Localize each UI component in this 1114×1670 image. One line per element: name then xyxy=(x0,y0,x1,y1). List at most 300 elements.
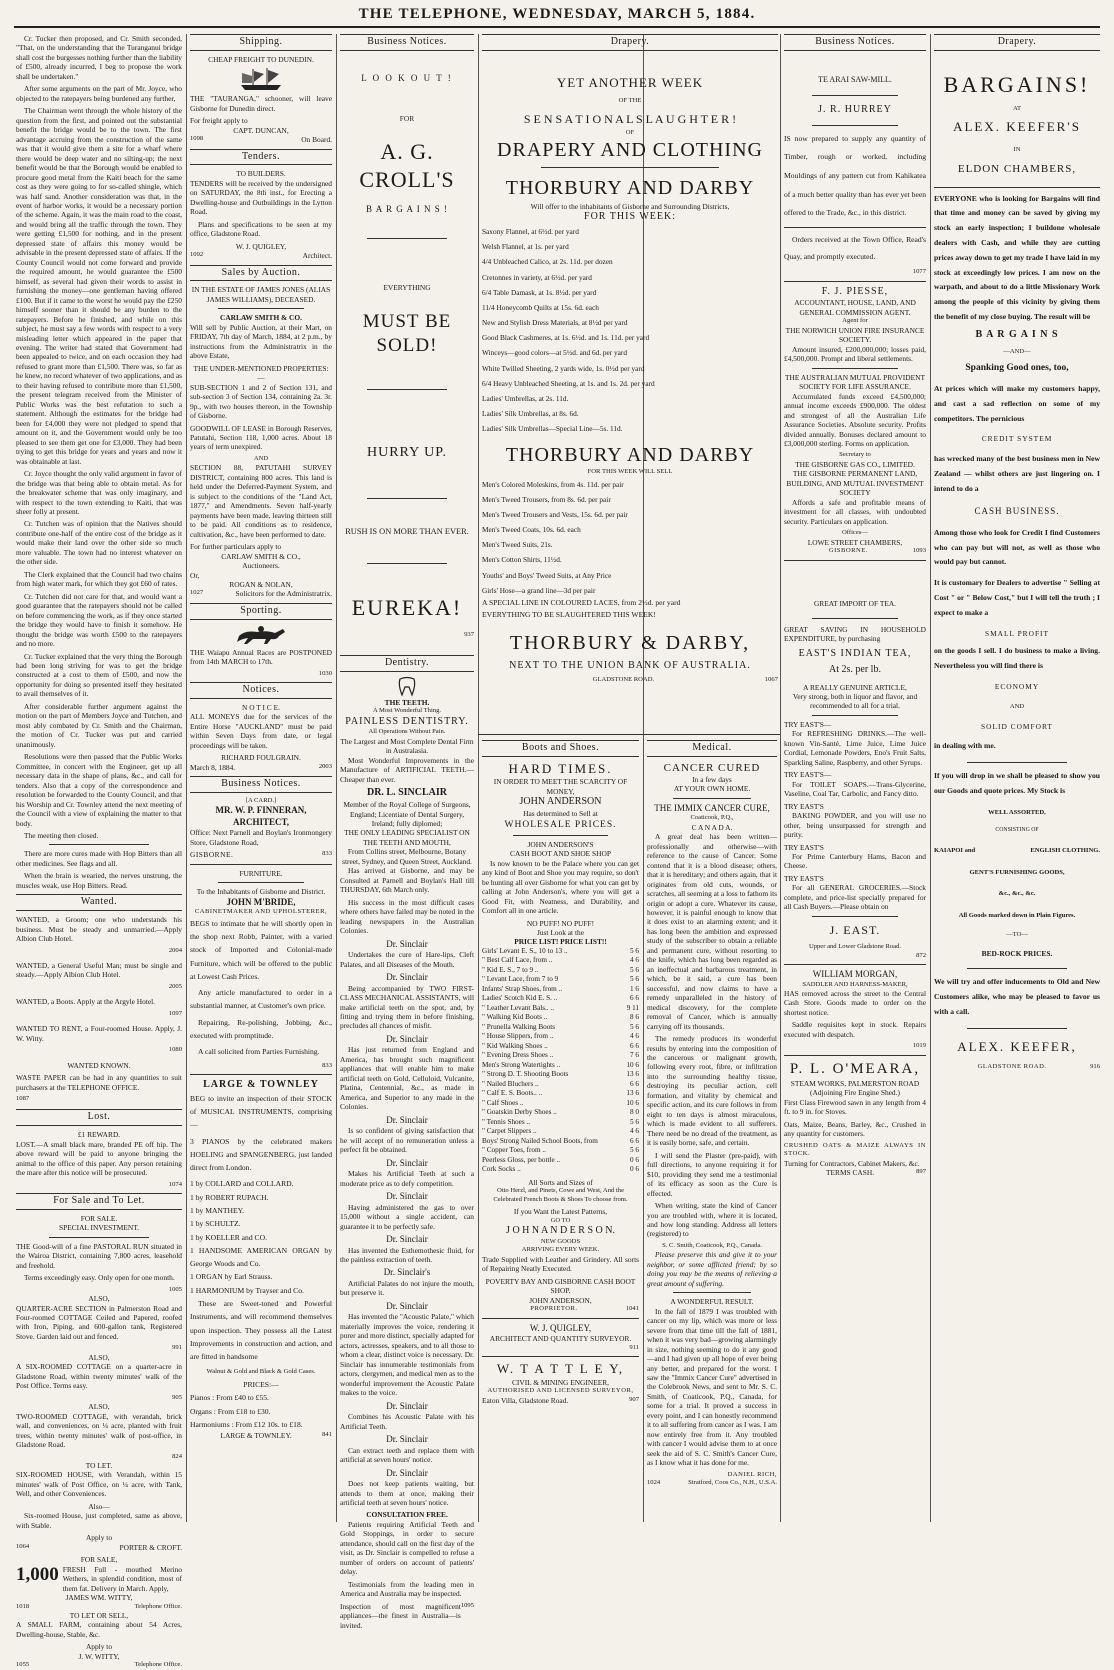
price-row xyxy=(482,947,639,957)
drapery-item: Men's Tweed Trousers, from 8s. 6d. per pair xyxy=(482,494,611,504)
drapery-item: Cretonnes in variety, at 6½d. per yard xyxy=(482,272,592,282)
ad-line: KAIAPOI and ENGLISH CLOTHING. xyxy=(934,846,1100,854)
ad-heading: THE IMMIX CANCER CURE, xyxy=(654,802,770,813)
price-row xyxy=(482,956,639,966)
dentist-claim: Being accompanied by TWO FIRST-CLASS MECHANICAL ASSISTANTS, will make artificial teeth on the spot, and, by fitting and trying them in before finishing, precludes all chances of misfit. xyxy=(340,983,474,1031)
price-item: " Copper Toes, from .. xyxy=(482,1146,546,1155)
ad-signature: J. W. WITTY, xyxy=(78,1651,120,1661)
ad-heading: WELL ASSORTED, xyxy=(988,808,1046,816)
saddler-ad: Saddle requisites kept in stock. Repairs executed with despatch. xyxy=(784,1020,926,1039)
croll-lookout: L O O K O U T ! xyxy=(361,72,453,83)
ad-line: From Collins street, Melbourne, Botany street, Sydney, and Queen Street, Auckland. xyxy=(342,847,472,866)
try-heading: TRY EAST'S xyxy=(784,873,824,883)
ad-heading: CASH BUSINESS. xyxy=(974,506,1060,517)
column-rule xyxy=(478,34,479,1522)
ad-heading: WANTED KNOWN. xyxy=(67,1060,131,1070)
ad-line: Agent for xyxy=(842,317,868,325)
dentist-claim: Combines his Acoustic Palate with his Artificial Teeth. xyxy=(340,1412,474,1431)
ad-signature: LARGE & TOWNLEY. 841 xyxy=(220,1431,332,1441)
wanted-ad xyxy=(16,915,182,955)
ad-line: —TO— xyxy=(1006,930,1028,938)
price-item: " Levant Lace, from 7 to 9 xyxy=(482,975,559,984)
ad-heading: CANCER CURED xyxy=(663,761,761,774)
report-paragraph: The Clerk explained that the Council had two chains from high water mark, for which they got £60 of rates. xyxy=(16,569,182,589)
insurance-ad: Affords a safe and profitable means of investment for all classes, with undoubted security. Particulars on application. xyxy=(784,497,926,526)
column-6 xyxy=(784,34,926,1524)
boots-ad: Is now known to be the Palace where you can get any kind of Boot and Shoe you may require, so don't be hunting all over Gisborne for what you can get by calling at John Anderson's, where you will get a Good Fit, with Neatness, and Durability, and Comfort all in one article. xyxy=(482,858,639,916)
ad-heading: THE TEETH. xyxy=(384,697,430,707)
ad-signature: PROPRIETOR. 1041 xyxy=(530,1305,639,1313)
ad-number: 824 xyxy=(172,1452,182,1460)
price-row xyxy=(482,1089,639,1099)
ad-signature: 1027 Solicitors for the Administratrix. xyxy=(190,589,332,599)
ad-heading: JOHN ANDERSON xyxy=(519,796,602,808)
ad-heading: TO BUILDERS. xyxy=(236,169,286,179)
ad-heading: JOHN M'BRIDE, xyxy=(226,896,296,907)
ad-heading: ALSO, xyxy=(88,1294,110,1304)
ad-signature: Auctioneers. xyxy=(242,561,280,571)
price-value: 0 6 xyxy=(630,1165,639,1174)
keefer-ad: has wrecked many of the best business men in New Zealand — whilst others are just lingering on. I intend to do a xyxy=(934,453,1100,493)
ad-line: Member of the Royal College of Surgeons, England; Licentiate of Dental Surgery, Ireland; fully diplomed; xyxy=(343,800,471,828)
croll-name: A. G. CROLL'S xyxy=(359,138,455,192)
try-heading: TRY EAST'S xyxy=(784,801,824,811)
ad-heading: SMALL PROFIT xyxy=(984,628,1050,638)
try-heading: TRY EAST'S xyxy=(784,842,824,852)
ad-signature: DANIEL RICH, xyxy=(727,1470,777,1478)
report-paragraph: Cr. Tucker explained that the very thing the Borough had been long striving for was to get the bridge constructed at a cost to them of £500, and now the opportunity for doing so presented itself they hesitated to avail themselves of it. xyxy=(16,651,182,699)
drapery-item: Welsh Flannel, at 1s. per yard xyxy=(482,242,569,252)
masthead: THE TELEPHONE, WEDNESDAY, MARCH 5, 1884. xyxy=(358,6,756,22)
column-rule xyxy=(336,34,337,1522)
drapery-item: White Twilled Sheeting, 2 yards wide, 1s. 0½d per yard xyxy=(482,363,645,373)
ad-number: 872 xyxy=(916,951,926,959)
ad-heading: ALEX. KEEFER, xyxy=(957,1038,1077,1054)
ad-line: NEW GOODS xyxy=(540,1237,581,1245)
filler: When the brain is wearied, the nerves unstrung, the muscles weak, use Hop Bitters. Read. xyxy=(16,871,182,890)
ad-signature: W. J. QUIGLEY, xyxy=(235,241,287,251)
report-paragraph: After considerable further argument against the motion on the part of Members Joyce and Tutchen, and most ably combated by Cr. Smith and the Chairman, the motion of Cr. Tucker was put and carried unanimously. xyxy=(16,701,182,749)
ad-heading: FOR THIS WEEK WILL SELL xyxy=(587,468,673,476)
price-value: 5 6 xyxy=(630,1117,639,1126)
ad-line: GO TO xyxy=(550,1216,571,1224)
ad-line: ARCHITECT AND QUANTITY SURVEYOR. xyxy=(489,1334,632,1344)
price-row xyxy=(482,1080,639,1090)
ad-number: 1097 xyxy=(168,1009,182,1017)
ad-heading: HURRY UP. xyxy=(366,444,448,460)
dentist-name: Dr. Sinclair xyxy=(386,1033,428,1044)
medical-ad: When writing, state the kind of Cancer you are troubled with, where it is located, and how long standing. Address all letters (registered) to xyxy=(647,1201,777,1239)
ad-number: 2005 xyxy=(168,982,182,990)
dentist-name: Dr. Sinclair xyxy=(386,938,428,949)
boots-ad: Trade Supplied with Leather and Grindery. All sorts of Repairing Neatly Executed. xyxy=(482,1254,639,1274)
ad-heading: S E N S A T I O N A L S L A U G H T E R ! xyxy=(523,111,737,126)
ad-signature: Eaton Villa, Gladstone Road. 907 xyxy=(482,1395,639,1405)
ad-line: IN xyxy=(1013,146,1021,154)
ad-signature: 1092 Architect. xyxy=(190,251,332,261)
tender-ad: TENDERS will be received by the undersigned on SATURDAY, the 8th inst., for Erecting a Dwelling-house and Outbuildings in the Lytton Road. xyxy=(190,178,332,217)
price-row xyxy=(482,1099,639,1109)
price-row xyxy=(482,1051,639,1061)
furniture-ad: BEGS to intimate that he will shortly open in the shop next Robb, Painter, with a varied stock of Imported and Colonial-made Furniture, which will be offered to the public at Lowest Cash Prices. Any article manufactured to order in a substantial manner, at Customer's own price. Repairing, Re-polishing, Jobbing, &c., executed with promptitude. A call solicited from Parties Furnishing. xyxy=(190,918,332,1057)
ad-heading: W. T A T T L E Y, xyxy=(496,1361,625,1377)
ad-number: 1005 xyxy=(168,1285,182,1293)
ad-heading: B A R G A I N S xyxy=(975,328,1059,340)
ad-heading: TE ARAI SAW-MILL. xyxy=(818,74,892,84)
price-value: 10 6 xyxy=(626,1060,639,1069)
masthead-rule xyxy=(14,26,1100,28)
instrument-item: 1 by KOELLER and CO. xyxy=(190,1232,267,1242)
price-row xyxy=(482,1108,639,1118)
ad-number: 2004 xyxy=(168,946,182,954)
price-value: 4 6 xyxy=(630,1032,639,1041)
ad-heading: WHOLESALE PRICES. xyxy=(504,819,617,830)
section-heading-wanted: Wanted. xyxy=(16,894,182,911)
tea-ad: GREAT SAVING IN HOUSEHOLD EXPENDITURE, by purchasing xyxy=(784,624,926,644)
ad-line: in dealing with me. xyxy=(934,741,996,751)
price-item: " Prunella Walking Boots xyxy=(482,1022,556,1031)
ad-heading: YET ANOTHER WEEK xyxy=(556,74,704,90)
ad-line: EVERYTHING xyxy=(383,282,431,292)
price-value: 6 6 xyxy=(630,1136,639,1145)
column-3 xyxy=(340,34,475,1630)
price-item: Men's Strong Watertights .. xyxy=(482,1060,561,1069)
medical-ad: The remedy produces its wonderful results by entering into the composition of the cancerous or malignant growth, following every root, fibre, or infiltration into the surrounding healthy tissue, destroying its peculiar action, cell formation, and vitality by chemical and specific action, and its cure follows in from eight to ten days is almost miraculous, which is made evident to all sufferers. There need be no dread of the treatment, as it is easily borne, safe, and certain. xyxy=(647,1034,777,1148)
filler: There are more cures made with Hop Bitters than all other medicines. See flags and all. xyxy=(16,849,182,868)
ad-heading: J. R. HURREY xyxy=(818,104,892,116)
ad-heading: TO LET OR SELL, xyxy=(69,1610,129,1620)
wanted-ad xyxy=(16,1024,182,1054)
instrument-item: 1 by MANTHEY. xyxy=(190,1206,245,1216)
ad-line: All Sorts and Sizes of xyxy=(528,1177,593,1187)
ad-line: (Adjoining Fire Engine Shed.) xyxy=(810,1088,900,1098)
dentist-name: Dr. Sinclair xyxy=(386,1234,428,1244)
dentist-name: Dr. Sinclair xyxy=(386,1300,428,1311)
dentist-name: Dr. Sinclair xyxy=(386,1191,428,1202)
report-paragraph: The meeting then closed. xyxy=(24,830,99,840)
ad-line: CONSISTING OF xyxy=(995,827,1039,834)
notice-ad: ALL MONEYS due for the services of the Entire Horse "AUCKLAND" must be paid within Seven Days from date, or legal proceedings will be taken. xyxy=(190,712,332,750)
sawmill-ad: IS now prepared to supply any quantity of Timber, rough or worked, including Mouldings of any pattern cut from Kahikatea of a much better quality than has ever yet been offered to the Trade, &c., in this district. xyxy=(784,133,926,218)
medical-ad: Please preserve this and give it to your neighbor, or some afflicted friend; by so doing you may be the means of relieving a great amount of suffering. xyxy=(647,1250,777,1288)
ad-heading: CREDIT SYSTEM xyxy=(981,434,1053,444)
ad-line: Coaticook, P.Q., xyxy=(690,814,734,822)
ad-heading: GREAT IMPORT OF TEA. xyxy=(813,598,897,608)
dentist-claim: Has invented the Esthemothesic fluid, for the painless extraction of teeth. xyxy=(340,1245,474,1264)
auction-ad: SUB-SECTION 1 and 2 of Section 131, and sub-section 3 of Section 134, containing 2a. 3r. 9p., with two houses thereon, in the Township of Gisborne. xyxy=(190,382,332,421)
section-heading-drapery: Drapery. xyxy=(934,34,1100,51)
price-row xyxy=(482,1061,639,1071)
ad-number: 833 xyxy=(322,1061,332,1069)
column-rule xyxy=(930,34,931,1522)
price-value: 8 6 xyxy=(630,1013,639,1022)
medical-column xyxy=(647,740,777,1524)
price-item: " Calf E. S. Boots.. .. xyxy=(482,1089,543,1098)
drapery-item: Ladies' Silk Umbrellas, at 8s. 6d. xyxy=(482,409,579,419)
ad-line: NO PUFF! NO PUFF! xyxy=(526,918,595,928)
ad-line: CIVIL & MINING ENGINEER, xyxy=(511,1377,610,1387)
keefer-ad: We will try and offer inducements to Old and New Customers alike, who may be pleased to favor us with a call. xyxy=(934,977,1100,1017)
price-item: " Leather Levant Bals.. .. xyxy=(482,1003,554,1012)
dentist-ad: Testimonials from the leading men in America and Australia may be inspected. xyxy=(340,1579,474,1599)
ad-heading: Spanking Good ones, too, xyxy=(965,362,1069,373)
ad-heading: MR. W. P. FINNERAN, ARCHITECT, xyxy=(215,805,307,827)
medical-ad: In the fall of 1879 I was troubled with cancer on my lip, which was more or less severe from that time till the fall of 1881, when it was very bad—growing alarmingly in size, nothing seeming to do it any good—and I had given up all hope of ever being any better, and prepared for the worst. I saw the "Immix Cancer Cure" advertised in the Colebrook News, and sent to Mr. S. C. Smith, of Coaticook, P.Q., Canada, for some for a trial. It proved a success in every point, and I can honestly recommend it to all suffering from cancer as I was. I am now entirely free from it. Any troubled with cancer I would advise them to at once seek the aid of S. C. Smith's Cancer Cure, as I know what it has done for me. xyxy=(647,1306,777,1468)
section-heading-medical: Medical. xyxy=(647,740,777,757)
wanted-ad-text: WANTED, a Groom; one who understands his business. Must be steady and unmarried.—Apply Albion Club Hotel. xyxy=(16,915,182,944)
drapery-item: Men's Colored Moleskins, from 4s. 11d. per pair xyxy=(482,479,624,489)
ad-signature: GLADSTONE ROAD. 1067 xyxy=(592,675,778,683)
ad-signature: 1064 PORTER & CROFT. xyxy=(16,1542,182,1552)
price-value: 9 11 xyxy=(626,1003,639,1012)
council-report xyxy=(16,34,182,840)
ad-line: For further particulars apply to xyxy=(190,542,282,552)
dentist-claim: Has just returned from England and America, has brought such magnificent appliances that will enable him to make artificial teeth on Gold, Celluloid, Vulcanite, Platina, Centennial, &c., as made in America, and Superior to any made in the Colonies. xyxy=(340,1045,474,1112)
price-value: 5 6 xyxy=(630,946,639,955)
section-heading-dentistry: Dentistry. xyxy=(340,655,474,672)
price-item: " Tennis Shoes .. xyxy=(482,1117,531,1126)
price-value: 1 6 xyxy=(630,984,639,993)
price-row xyxy=(482,1156,639,1166)
sale-ad-terms: Terms exceedingly easy. Only open for one month. xyxy=(24,1273,175,1283)
wanted-ad xyxy=(16,961,182,991)
ad-heading: IN THE ESTATE OF JAMES JONES (ALIAS JAMES WILLIAMS), DECEASED. xyxy=(191,285,331,304)
ad-number: 1019 xyxy=(912,1042,926,1050)
farm-ad: A SMALL FARM, containing about 54 Acres, Dwelling-house, Stable, &c. xyxy=(16,1620,182,1639)
section-heading-business: Business Notices. xyxy=(784,34,926,51)
report-paragraph: After some arguments on the part of Mr. Joyce, who objected to the ratepayers being burdened any further, xyxy=(16,84,182,103)
dentist-claim: Makes his Artificial Teeth at such a moderate price as to defy competition. xyxy=(340,1169,474,1188)
ad-heading: FOR THIS WEEK: xyxy=(584,211,676,223)
price-value: 6 6 xyxy=(630,1079,639,1088)
ad-number: 905 xyxy=(172,1393,182,1401)
price-item: " Best Calf Lace, from .. xyxy=(482,956,553,965)
try-text: BAKING POWDER, and you will use no other, being unsurpassed for strength and purity. xyxy=(784,811,926,840)
ad-heading: THE AUSTRALIAN MUTUAL PROVIDENT SOCIETY FOR LIFE ASSURANCE. xyxy=(785,372,925,392)
price-value: 6 6 xyxy=(630,1041,639,1050)
keefer-ad: on the goods I sell. I do business to make a living. Nevertheless you will find there is xyxy=(934,646,1100,670)
ad-line: Apply to xyxy=(85,1642,113,1652)
price-item: Boys' Strong Nailed School Boots, from xyxy=(482,1136,598,1145)
insurance-ad: Amount insured, £200,000,000; losses paid, £4,500,000. Prompt and liberal settlements. xyxy=(784,344,926,364)
price-item: " Nailed Bluchers .. xyxy=(482,1079,539,1088)
ad-heading: ALSO, xyxy=(88,1402,110,1412)
ad-heading: CHEAP FREIGHT TO DUNEDIN. xyxy=(208,54,314,64)
medical-ad: I will send the Plaster (pre-paid), with full directions, to anyone requiring it for $10, providing they send me a testimonial of its efficacy as soon as the Cure is effected. xyxy=(647,1150,777,1198)
price-item: Girls' Levant E. S., 10 to 13 .. xyxy=(482,946,568,955)
ad-heading: ECONOMY xyxy=(994,681,1040,691)
dentist-name: Dr. Sinclair xyxy=(386,1157,428,1168)
ad-heading: CARLAW SMITH & CO. xyxy=(220,313,302,323)
dentist-name: Dr. Sinclair's xyxy=(383,1267,431,1278)
column-7 xyxy=(934,34,1100,1524)
ad-heading: PAINLESS DENTISTRY. xyxy=(345,715,469,727)
thorbury-darby: THORBURY AND DARBY xyxy=(505,177,755,200)
ad-line: &c., &c., &c. xyxy=(998,889,1036,897)
architect-ad: Office: Next Parnell and Boylan's Ironmongery Store, Gladstone Road, xyxy=(190,828,332,847)
ad-heading: DR. L. SINCLAIR xyxy=(366,787,447,799)
ad-line: OF THE xyxy=(618,97,642,105)
music-ad: BEG to invite an inspection of their STOCK of MUSICAL INSTRUMENTS, comprising— 3 PIANOS by the celebrated makers HOELING and SPANGENBERG, just landed direct from London. 1 by COLLARD and COLLARD. 1 by ROBERT RUPACH. 1 by MANTHEY. 1 by SCHULTZ. 1 by KOELLER and CO. 1 HANDSOME AMERICAN ORGAN by George Woods and Co. 1 ORGAN by Earl Strauss. 1 HARMONIUM by Trayser and Co. These are Sweet-toned and Powerful Instruments, and will recommend themselves upon inspection. They possess all the Latest Improvements in construction and action, and are fitted in handsome Walnut & Gold and Black & Gold Cases. PRICES:— Pianos : From £40 to £55. Organs : From £18 to £30. Harmoniums : From £12 10s. to £18. xyxy=(190,1093,332,1429)
price-row xyxy=(482,1023,639,1033)
ship-icon xyxy=(237,66,285,92)
ad-heading: SPECIAL INVESTMENT. xyxy=(58,1223,140,1233)
ad-number: 1077 xyxy=(912,268,926,276)
drapery-item: Good Black Cashmeres, at 1s. 6½d. and 1s. 11d. per yard xyxy=(482,333,650,343)
wanted-ad-text: WANTED, a Boots. Apply at the Argyle Hotel. xyxy=(16,997,156,1007)
price-value: 4 6 xyxy=(630,1127,639,1136)
ad-heading: THE GISBORNE GAS CO., LIMITED. xyxy=(795,459,915,469)
sale-ad: TWO-ROOMED COTTAGE, with verandah, brick wall, and conveniences, on ¼ acre, planted with fruit trees, within twenty minutes' walk of post-office, in Gladstone Road. xyxy=(16,1411,182,1450)
column-rule xyxy=(780,34,781,1522)
bargains-heading: BARGAINS! xyxy=(943,71,1091,97)
section-heading-business: Business Notices. xyxy=(190,776,332,793)
thorbury-darby: THORBURY AND DARBY xyxy=(505,443,755,466)
keefer-ad: If you will drop in we shall be pleased to show you our Goods and quote prices. My Stock is xyxy=(934,771,1100,796)
ad-signature: RICHARD FOULGRAIN. xyxy=(221,753,301,763)
price-value: 8 0 xyxy=(630,1108,639,1117)
dentist-claim: Undertakes the cure of Hare-lips, Cleft Palates, and all Diseases of the Mouth. xyxy=(340,950,474,969)
ad-line: All Goods marked down in Plain Figures. xyxy=(958,912,1076,920)
price-row xyxy=(482,966,639,976)
price-row xyxy=(482,1042,639,1052)
ad-line: Will offer to the inhabitants of Gisborne and Surrounding Districts, xyxy=(530,201,730,211)
dentist-claims xyxy=(340,939,474,1508)
try-text: For Prime Canterbury Hams, Bacon and Cheese. xyxy=(784,852,926,871)
ad-line: All Operations Without Pain. xyxy=(368,728,446,736)
ad-heading: THE UNDER-MENTIONED PROPERTIES:— xyxy=(193,363,329,383)
ad-line: To the Inhabitants of Gisborne and District. xyxy=(196,887,326,897)
ad-heading: P. L. O'MEARA, xyxy=(789,1060,921,1077)
keefer-ad: EVERYONE who is looking for Bargains will find that time and money can be saved by giving my stock an early inspection; I buildone wholesale dealers with Cash, and while they are cutting prices away down to get my trade I have laid in my stock at exceedingly low prices. I am now on the warpath, and about to do a little Missionary Work among the people of this vicinity by giving them the benefit of my close buying. The result will be xyxy=(934,193,1100,321)
price-list-heading: PRICE LIST! PRICE LIST!! xyxy=(514,937,607,947)
price-row xyxy=(482,994,639,1004)
ad-line: A REALLY GENUINE ARTICLE, xyxy=(803,682,907,692)
ad-line: AND xyxy=(1009,703,1025,711)
ad-line: GENT'S FURNISHING GOODS, xyxy=(969,869,1065,877)
ad-number: 1074 xyxy=(168,1180,182,1188)
thorbury-darby: THORBURY & DARBY, xyxy=(509,632,751,655)
ad-line: If you Want the Latest Patterns, xyxy=(513,1207,608,1217)
dentist-ad: Patients requiring Artificial Teeth and Gold Stoppings, in order to secure attendance, should call on the first day of the visit, as Dr. Sinclair is compelled to refuse a number of orders on account of patients' delay. xyxy=(340,1519,474,1577)
ad-line: Apply to xyxy=(85,1533,113,1543)
ad-heading: J O H N A N D E R S O N. xyxy=(506,1225,615,1237)
lost-ad: LOST.—A small black mare, branded PE off hip. The above reward will be paid to anyone bringing the animal to the office of this paper. Any person retaining the mare after this notice will be prosecuted. xyxy=(16,1139,182,1178)
report-paragraph: Cr. Tucker then proposed, and Cr. Smith seconded, "That, on the understanding that the Turanganui bridge shall cost the burgesses nothing further than the liability of £500, already incurred, I beg to propose the work shall be undertaken." xyxy=(16,34,182,81)
dentist-ad: Has arrived at Gisborne, and may be Consulted at Parnell and Boylan's Hall till THURSDAY, 6th March only. xyxy=(340,866,474,895)
ad-line: Very strong, both in liquor and flavor, and recommended to all for a trial. xyxy=(792,691,918,711)
ad-heading: ELDON CHAMBERS, xyxy=(957,163,1077,176)
ad-number: 1080 xyxy=(168,1046,182,1054)
price-row xyxy=(482,985,639,995)
price-row xyxy=(482,1127,639,1137)
ad-heading: BED-ROCK PRICES. xyxy=(981,948,1053,958)
ad-line: For freight apply to xyxy=(190,116,248,126)
section-heading-notices: Notices. xyxy=(190,682,332,699)
report-paragraph: Cr. Joyce thought the only valid argument in favor of the bridge was that being able to obtain metal. As for the breakwater scheme that was only imaginary, and with respect to the town extending to Kaiti, that was sheer folly at present. xyxy=(16,469,182,516)
price-row xyxy=(482,1004,639,1014)
wanted-ad-text: WANTED TO RENT, a Four-roomed House. Apply, J. W. Witty. xyxy=(16,1024,182,1043)
price-value: 5 6 xyxy=(630,1022,639,1031)
shipping-ad: THE "TAURANGA," schooner, will leave Gisborne for Dunedin direct. xyxy=(190,94,332,113)
dentist-ad: Most Wonderful Improvements in the Manufacture of ARTIFICIAL TEETH.—Cheaper than ever. xyxy=(340,755,474,784)
section-heading-boots: Boots and Shoes. xyxy=(482,740,639,757)
price-row xyxy=(482,1146,639,1156)
price-row xyxy=(482,1137,639,1147)
sale-ad: Six-roomed House, just completed, same as above, with Stable. xyxy=(16,1511,182,1530)
ad-signature: 1098 On Board. xyxy=(190,135,332,145)
drapery-item: Saxony Flannel, at 6½d. per yard xyxy=(482,227,579,237)
report-paragraph: Cr. Tutchen did not care for that, and would want a good guarantee that the ratepayers should not be called on before commencing the work, as if they once started the bridge they would have to finish it somehow. He thought the bridge was worth £500 to the ratepayers and no more. xyxy=(16,591,182,649)
ad-line: C A N A D A. xyxy=(691,822,733,832)
section-heading-shipping: Shipping. xyxy=(190,34,332,51)
column-2 xyxy=(190,34,332,1524)
price-list xyxy=(482,947,639,1175)
column-rule xyxy=(186,34,187,1522)
instrument-item: 1 by COLLARD and COLLARD. xyxy=(190,1179,294,1189)
ad-line: The Largest and Most Complete Dental Firm in Australasia. xyxy=(340,736,474,756)
section-heading-lost: Lost. xyxy=(16,1109,182,1126)
dentist-ad: Inspection of most magnificent appliances—the finest in Australia—is invited. 1095 xyxy=(340,1601,474,1630)
wanted-ads xyxy=(16,915,182,1055)
dentist-claim: Having administered the gas to over 15,000 without a single accident, can guarantee it to be perfectly safe. xyxy=(340,1202,474,1231)
drapery-item: 4/4 Unbleached Calico, at 2s. 11d. per dozen xyxy=(482,257,613,267)
ad-line: Has determined to Sell at xyxy=(523,809,598,819)
price-row xyxy=(482,1118,639,1128)
price-item: " Goatskin Derby Shoes .. xyxy=(482,1108,557,1117)
drapery-item: Winceys—good colors—at 5½d. and 6d. per yard xyxy=(482,348,628,358)
section-heading-sale: For Sale and To Let. xyxy=(16,1193,182,1210)
price-item: Cork Socks .. xyxy=(482,1165,521,1174)
ad-line: FOR xyxy=(399,114,415,124)
ad-heading: At 2s. per lb. xyxy=(829,663,881,675)
ad-line: RUSH IS ON MORE THAN EVER. xyxy=(345,526,469,536)
price-item: " Calf Shoes .. xyxy=(482,1098,524,1107)
ad-heading: B A R G A I N S ! xyxy=(365,204,449,215)
drapery-item: Men's Tweed Suits, 21s. xyxy=(482,540,553,550)
price-value: 0 6 xyxy=(630,1155,639,1164)
wanted-ad xyxy=(16,997,182,1018)
drapery-item: Men's Tweed Trousers and Vests, 15s. 6d. per pair xyxy=(482,509,628,519)
keefer-ad: Among those who look for Credit I find Customers who can pay but will not, as well as those who would pay but cannot. xyxy=(934,527,1100,567)
instrument-item: 1 by SCHULTZ. xyxy=(190,1219,241,1229)
ad-heading: THE GISBORNE PERMANENT LAND, BUILDING, AND MUTUAL INVESTMENT SOCIETY xyxy=(786,469,924,498)
ad-heading: FOR SALE, xyxy=(80,1555,118,1565)
ad-line: STEAM WORKS, PALMERSTON ROAD xyxy=(790,1078,920,1088)
ad-line: ARRIVING EVERY WEEK. xyxy=(521,1246,600,1254)
drapery-item: 6/4 Heavy Unbleached Sheeting, at 1s. and 1s. 2d. per yard xyxy=(482,378,655,388)
races-ad: THE Waiapu Annual Races are POSTPONED from 14th MARCH to 17th. xyxy=(190,647,332,667)
ad-signature: 1024 Stratford, Coos Co., N.H., U.S.A. xyxy=(647,1479,777,1487)
wanted-ad-text: WANTED, a General Useful Man; must be single and steady.—Apply Albion Club Hotel. xyxy=(16,960,182,980)
drapery-item: Girls' Hose—a grand line—3d per pair xyxy=(482,585,596,595)
auction-ad: Will sell by Public Auction, at their Mart, on FRIDAY, 7th day of March, 1884, at 2 p.m., by instructions from the Administratrix in the above Estate, xyxy=(190,322,332,361)
dentist-name: Dr. Sinclair xyxy=(386,1467,428,1478)
ad-heading: N O T I C E. xyxy=(242,702,280,712)
ad-signature: GISBORNE. 833 xyxy=(190,850,332,860)
price-item: Peerless Gloss, per bottle .. xyxy=(482,1155,561,1164)
ad-number: 937 xyxy=(464,630,474,638)
ad-line: Just Look at the xyxy=(536,928,584,937)
price-item: " Kid Walking Shoes .. xyxy=(482,1041,548,1050)
drapery-item: Men's Cotton Shirts, 11½d. xyxy=(482,555,562,565)
drapery-item: Ladies' Silk Umbrellas—Special Line—5s. 11d. xyxy=(482,424,623,434)
ad-heading: LARGE & TOWNLEY xyxy=(203,1078,319,1090)
section-heading-tenders: Tenders. xyxy=(190,149,332,166)
ad-signature: GISBORNE. 1093 xyxy=(828,547,926,555)
ad-line: CABINETMAKER AND UPHOLSTERER, xyxy=(194,908,328,916)
ad-heading: J. EAST. xyxy=(829,922,881,937)
